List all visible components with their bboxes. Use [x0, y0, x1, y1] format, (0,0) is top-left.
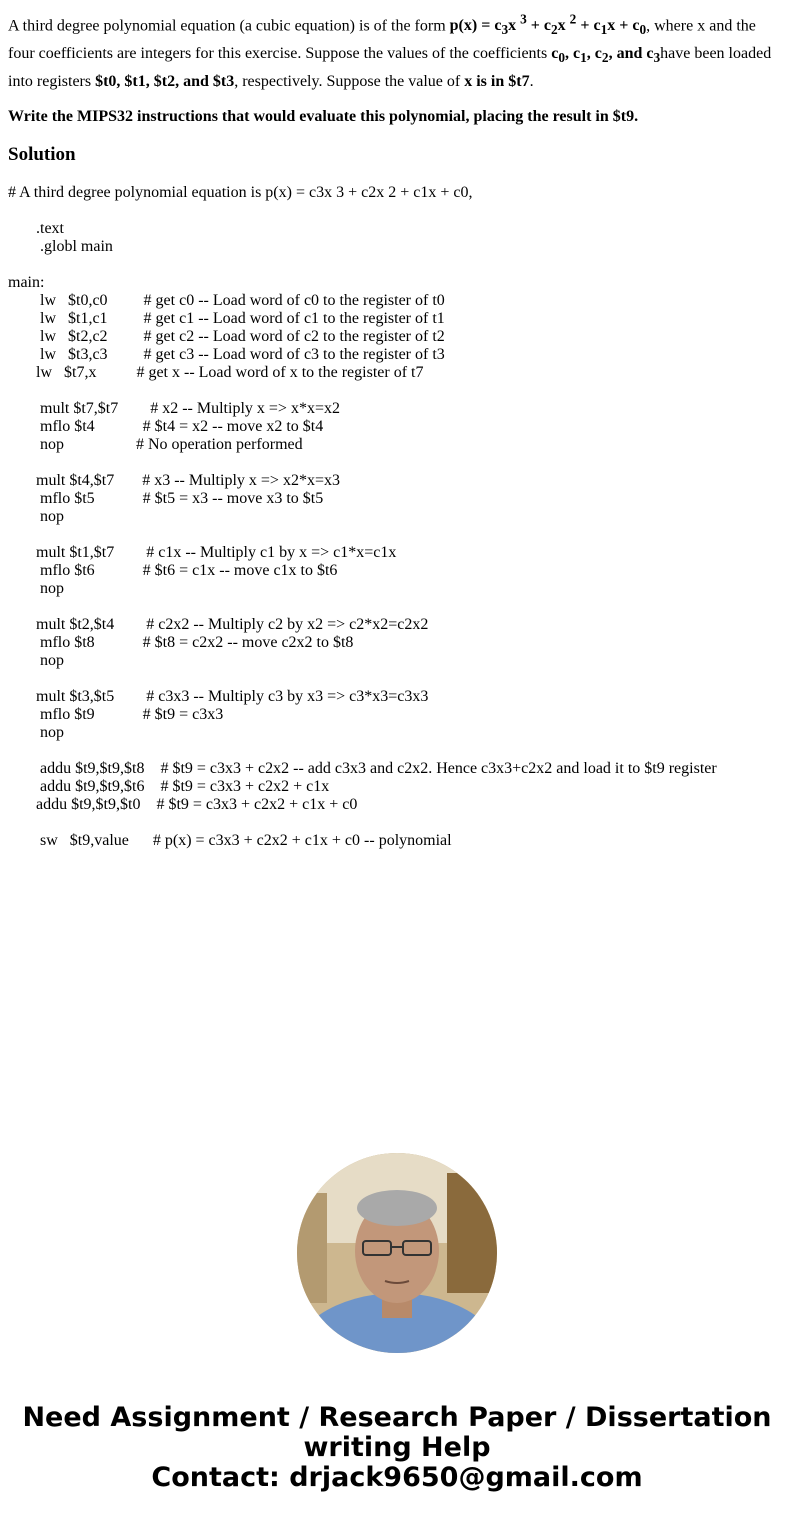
code-line: mult $t7,$t7 # x2 -- Multiply x => x*x=x2 — [8, 400, 340, 418]
code-line: # A third degree polynomial equation is p(x) = c3x 3 + c2x 2 + c1x + c0, — [8, 184, 473, 202]
polynomial-formula — [449, 12, 647, 38]
code-line: addu $t9,$t9,$t8 # $t9 = c3x3 + c2x2 -- add c3x3 and c2x2. Hence c3x3+c2x2 and load it to $t9 register — [8, 760, 717, 778]
code-line: lw $t7,x # get x -- Load word of x to the register of t7 — [8, 364, 424, 382]
code-line — [8, 814, 784, 832]
subscript: 2 — [601, 50, 609, 66]
code-line: mflo $t4 # $t4 = x2 -- move x2 to $t4 — [8, 418, 324, 436]
coef: , and c — [608, 45, 654, 63]
register-list: $t0, $t1, $t2, and $t3 — [95, 72, 235, 90]
promo-line: writing Help — [303, 1432, 491, 1463]
code-line — [8, 454, 784, 472]
code-line: mflo $t8 # $t8 = c2x2 -- move c2x2 to $t8 — [8, 634, 354, 652]
coef: , c — [586, 45, 602, 63]
intro-text: , respectively. Suppose the value of — [234, 72, 465, 90]
subscript: 3 — [653, 50, 661, 66]
code-line: sw $t9,value # p(x) = c3x3 + c2x2 + c1x + c0 -- polynomial — [8, 832, 452, 850]
mips-code-block — [8, 184, 784, 850]
formula-part: + c — [526, 17, 551, 35]
subscript: 2 — [551, 22, 558, 38]
code-line: lw $t1,c1 # get c1 -- Load word of c1 to the register of t1 — [8, 310, 445, 328]
code-line: mflo $t6 # $t6 = c1x -- move c1x to $t6 — [8, 562, 338, 580]
code-line: lw $t2,c2 # get c2 -- Load word of c2 to the register of t2 — [8, 328, 445, 346]
contact-line: Contact: drjack9650@gmail.com — [151, 1462, 643, 1493]
code-line: lw $t0,c0 # get c0 -- Load word of c0 to the register of t0 — [8, 292, 445, 310]
code-line: main: — [8, 274, 45, 292]
task-statement: Write the MIPS32 instructions that would evaluate this polynomial, placing the result in $t9. — [8, 108, 639, 126]
code-line: nop — [8, 724, 64, 742]
problem-statement — [8, 8, 784, 93]
subscript: 0 — [639, 22, 647, 38]
solution-heading: Solution — [8, 144, 76, 166]
code-line: nop — [8, 652, 64, 670]
superscript: 3 — [520, 12, 527, 27]
code-line: addu $t9,$t9,$t6 # $t9 = c3x3 + c2x2 + c1x — [8, 778, 330, 796]
document-body — [8, 0, 784, 850]
coef: c — [551, 45, 559, 63]
code-line — [8, 526, 784, 544]
subscript: 0 — [558, 50, 565, 66]
code-line: lw $t3,c3 # get c3 -- Load word of c3 to the register of t3 — [8, 346, 445, 364]
author-portrait-image — [297, 1153, 497, 1353]
code-line: mult $t2,$t4 # c2x2 -- Multiply c2 by x2 => c2*x2=c2x2 — [8, 616, 429, 634]
coef: , c — [565, 45, 581, 63]
author-photo — [297, 1153, 497, 1353]
code-line — [8, 670, 784, 688]
formula-part: + c — [576, 17, 601, 35]
code-line: .text — [8, 220, 64, 238]
formula-part: x — [557, 17, 570, 35]
code-line: nop # No operation performed — [8, 436, 303, 454]
code-line: mflo $t9 # $t9 = c3x3 — [8, 706, 224, 724]
intro-text: A third degree polynomial equation (a cubic equation) is of the form — [8, 17, 450, 35]
subscript: 1 — [600, 22, 608, 38]
code-line — [8, 382, 784, 400]
code-line: mult $t4,$t7 # x3 -- Multiply x => x2*x=x3 — [8, 472, 340, 490]
code-line — [8, 256, 784, 274]
promo-line: Need Assignment / Research Paper / Dissertation — [22, 1402, 772, 1433]
code-line — [8, 202, 784, 220]
code-line — [8, 598, 784, 616]
code-line: mult $t3,$t5 # c3x3 -- Multiply c3 by x3 => c3*x3=c3x3 — [8, 688, 429, 706]
code-line: mflo $t5 # $t5 = x3 -- move x3 to $t5 — [8, 490, 324, 508]
formula-part: p(x) = c — [449, 17, 502, 35]
code-line: nop — [8, 580, 64, 598]
code-line: nop — [8, 508, 64, 526]
subscript: 1 — [580, 50, 587, 66]
intro-text: . — [529, 72, 534, 90]
code-line: addu $t9,$t9,$t0 # $t9 = c3x3 + c2x2 + c1x + c0 — [8, 796, 358, 814]
code-line: mult $t1,$t7 # c1x -- Multiply c1 by x => c1*x=c1x — [8, 544, 397, 562]
code-line: .globl main — [8, 238, 113, 256]
code-line — [8, 742, 784, 760]
formula-part: x + c — [607, 17, 640, 35]
promo-footer — [0, 1403, 794, 1493]
coefficient-list — [551, 45, 661, 66]
intro-text: have been loaded into registers — [8, 45, 772, 90]
subscript: 3 — [501, 22, 509, 38]
superscript: 2 — [569, 12, 577, 27]
intro-text: , where x and the four coefficients are integers for this exercise. Suppose the values of the coefficients — [8, 17, 756, 63]
formula-part: x — [508, 17, 521, 35]
x-register: x is in $t7 — [464, 72, 530, 90]
